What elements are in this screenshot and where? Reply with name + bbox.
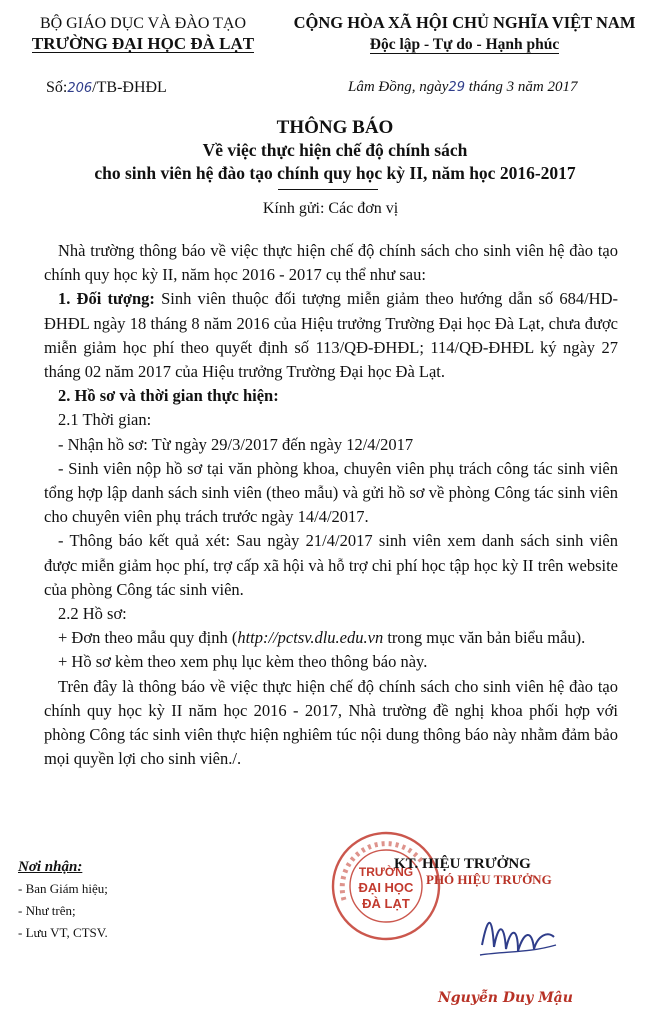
recipients-title: Nơi nhận:: [18, 859, 83, 875]
motto: Độc lập - Tự do - Hạnh phúc: [369, 36, 560, 53]
section-2-2-item-a: [44, 626, 618, 650]
header-right: [272, 12, 657, 56]
section-1: [44, 287, 618, 384]
place-date-prefix: Lâm Đồng, ngày: [348, 79, 449, 95]
handwritten-signature: [478, 905, 558, 965]
doc-number-suffix: /TB-ĐHĐL: [92, 79, 167, 96]
closing-paragraph: Trên đây là thông báo về việc thực hiện chế độ chính sách cho sinh viên hệ đào tạo chính quy học kỳ II năm học 2016 - 2017, Nhà trường đề nghị khoa phối hợp với phòng Công tác sinh viên thực hiện nghiêm túc nội dung thông báo này nhằm đảm bảo mọi quyền lợi cho sinh viên./.: [44, 676, 618, 769]
recipient-item: - Ban Giám hiệu;: [18, 881, 108, 896]
date-day-handwritten: 29: [448, 80, 465, 95]
place-date: [348, 79, 577, 96]
section-2-1-item-b: - Sinh viên nộp hồ sơ tại văn phòng khoa, chuyên viên phụ trách công tác sinh viên tổng hợp lập danh sách sinh viên (theo mẫu) và gửi hồ sơ về phòng Công tác sinh viên cho chuyên viên phụ trách trước ngày 14/4/2017.: [44, 458, 618, 527]
header-left: [8, 14, 278, 54]
recipient-item: - Như trên;: [18, 903, 76, 918]
signature-title: KT. HIỆU TRƯỞNG: [394, 856, 531, 872]
intro-paragraph: Nhà trường thông báo về việc thực hiện chế độ chính sách cho sinh viên hệ đào tạo chính quy học kỳ II, năm học 2016 - 2017 cụ thể như sau:: [44, 241, 618, 285]
item-a-prefix: + Đơn theo mẫu quy định (: [58, 628, 238, 648]
signature-subtitle: PHÓ HIỆU TRƯỞNG: [426, 872, 552, 887]
section-2-1-item-c: - Thông báo kết quả xét: Sau ngày 21/4/2017 sinh viên xem danh sách sinh viên được miễn giảm học phí, trợ cấp xã hội và hỗ trợ chi phí học tập học kỳ II trên website của phòng Công tác sinh viên.: [44, 531, 618, 599]
section-2-1-item-a: - Nhận hồ sơ: Từ ngày 29/3/2017 đến ngày 12/4/2017: [58, 434, 414, 454]
doc-number-prefix: Số:: [46, 79, 68, 96]
document-body: [44, 239, 618, 771]
school-name: TRƯỜNG ĐẠI HỌC ĐÀ LẠT: [31, 34, 255, 53]
section-2-2-item-b: + Hồ sơ kèm theo xem phụ lục kèm theo thông báo này.: [58, 652, 428, 672]
section-2-1-heading: 2.1 Thời gian:: [58, 410, 152, 430]
doc-number-handwritten: 206: [67, 81, 93, 96]
ministry-name: BỘ GIÁO DỤC VÀ ĐÀO TẠO: [39, 15, 247, 32]
document-number: [46, 79, 167, 97]
greeting: Kính gửi: Các đơn vị: [262, 200, 399, 217]
stamp-line-2: ĐẠI HỌC: [358, 880, 414, 895]
stamp-line-3: ĐÀ LẠT: [362, 896, 410, 911]
section-1-label: 1. Đối tượng:: [58, 289, 155, 309]
document-title: THÔNG BÁO: [276, 117, 394, 138]
section-2-label: 2. Hồ sơ và thời gian thực hiện:: [58, 386, 279, 406]
stamp-line-1: TRƯỜNG: [358, 865, 414, 879]
nation-name: CỘNG HÒA XÃ HỘI CHỦ NGHĨA VIỆT NAM: [293, 13, 636, 32]
recipient-item: - Lưu VT, CTSV.: [18, 925, 108, 940]
website-link[interactable]: http://pctsv.dlu.edu.vn: [237, 628, 384, 648]
subtitle-line-1: Về việc thực hiện chế độ chính sách: [202, 140, 468, 160]
title-divider: [278, 189, 378, 190]
section-1-text: Sinh viên thuộc đối tượng miễn giảm theo hướng dẫn số 684/HD-ĐHĐL ngày 18 tháng 8 năm 2016 của Hiệu trưởng Trường Đại học Đà Lạt, chưa được miễn giảm học phí theo quyết định số 113/QĐ-ĐHĐL; 114/QĐ-ĐHĐL ký ngày 27 tháng 02 năm 2017 của Hiệu trưởng Trường Đại học Đà Lạt.: [44, 289, 618, 382]
signer-name: Nguyễn Duy Mậu: [438, 990, 573, 1006]
place-date-suffix: tháng 3 năm 2017: [464, 79, 578, 95]
section-2-2-heading: 2.2 Hồ sơ:: [58, 604, 127, 624]
item-a-suffix: trong mục văn bản biểu mẫu).: [383, 628, 586, 648]
subtitle-line-2: cho sinh viên hệ đào tạo chính quy học kỳ II, năm học 2016-2017: [94, 163, 576, 183]
recipients-block: [18, 856, 108, 944]
title-block: [30, 116, 640, 185]
